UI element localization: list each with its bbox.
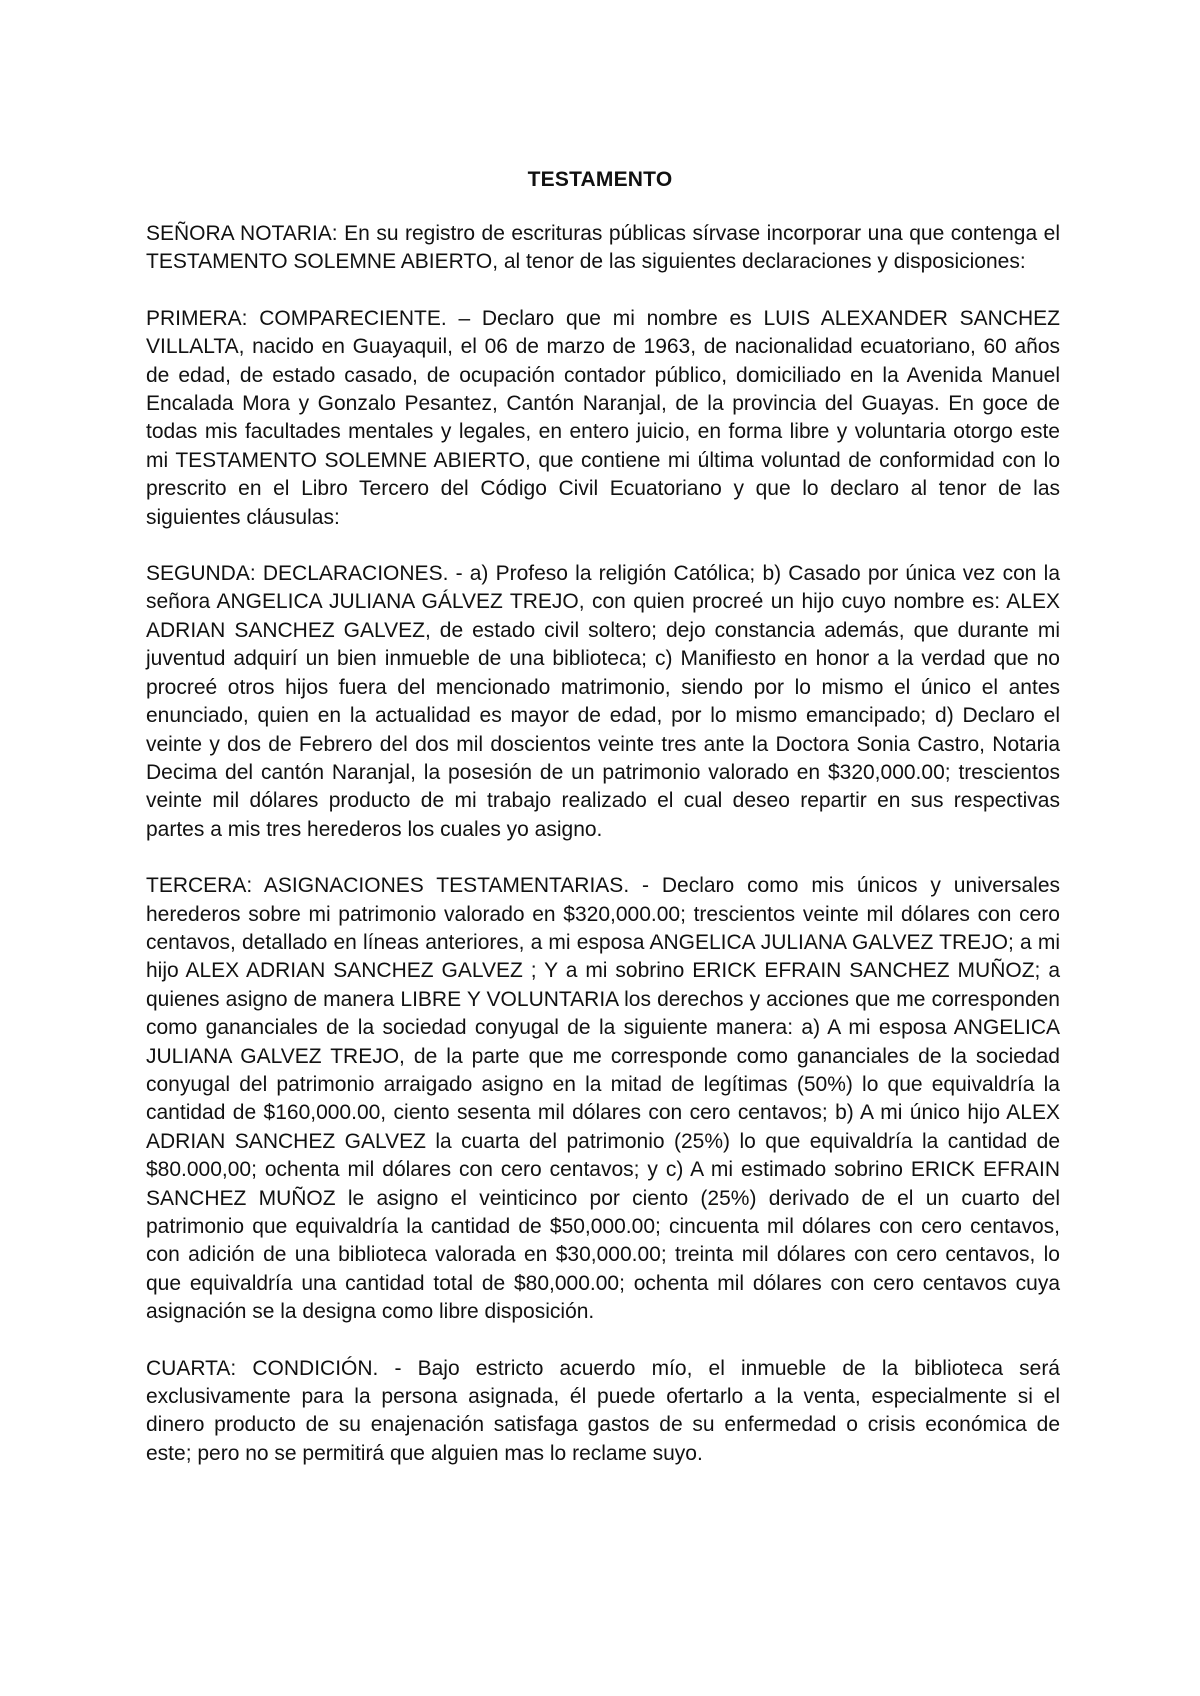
paragraph-intro: SEÑORA NOTARIA: En su registro de escrituras públicas sírvase incorporar una que contenga el TESTAMENTO SOLEMNE ABIERTO, al tenor de las siguientes declaraciones y disposiciones: xyxy=(146,222,1060,274)
paragraph-segunda: SEGUNDA: DECLARACIONES. - a) Profeso la religión Católica; b) Casado por única vez con la señora ANGELICA JULIANA GÁLVEZ TREJO, con quien procreé un hijo cuyo nombre es: ALEX ADRIAN SANCHEZ GALVEZ, de estado civil soltero; dejo constancia además, que durante mi juventud adquirí un bien inmueble de una biblioteca; c) Manifiesto en honor a la verdad que no procreé otros hijos fuera del mencionado matrimonio, siendo por lo mismo el único el antes enunciado, quien en la actualidad es mayor de edad, por lo mismo emancipado; d) Declaro el veinte y dos de Febrero del dos mil doscientos veinte tres ante la Doctora Sonia Castro, Notaria Decima del cantón Naranjal, la posesión de un patrimonio valorado en $320,000.00; trescientos veinte mil dólares producto de mi trabajo realizado el cual deseo repartir en sus respectivas partes a mis tres herederos los cuales yo asigno. xyxy=(146,562,1060,841)
document-body xyxy=(146,220,1060,1496)
document-title: TESTAMENTO xyxy=(527,168,673,191)
paragraph-primera: PRIMERA: COMPARECIENTE. – Declaro que mi nombre es LUIS ALEXANDER SANCHEZ VILLALTA, nacido en Guayaquil, el 06 de marzo de 1963, de nacionalidad ecuatoriano, 60 años de edad, de estado casado, de ocupación contador público, domiciliado en la Avenida Manuel Encalada Mora y Gonzalo Pesantez, Cantón Naranjal, de la provincia del Guayas. En goce de todas mis facultades mentales y legales, en entero juicio, en forma libre y voluntaria otorgo este mi TESTAMENTO SOLEMNE ABIERTO, que contiene mi última voluntad de conformidad con lo prescrito en el Libro Tercero del Código Civil Ecuatoriano y que lo declaro al tenor de las siguientes cláusulas: xyxy=(146,306,1060,529)
paragraph-tercera: TERCERA: ASIGNACIONES TESTAMENTARIAS. - Declaro como mis únicos y universales herederos sobre mi patrimonio valorado en $320,000.00; trescientos veinte mil dólares con cero centavos, detallado en líneas anteriores, a mi esposa ANGELICA JULIANA GALVEZ TREJO; a mi hijo ALEX ADRIAN SANCHEZ GALVEZ ; Y a mi sobrino ERICK EFRAIN SANCHEZ MUÑOZ; a quienes asigno de manera LIBRE Y VOLUNTARIA los derechos y acciones que me corresponden como gananciales de la sociedad conyugal de la siguiente manera: a) A mi esposa ANGELICA JULIANA GALVEZ TREJO, de la parte que me corresponde como gananciales de la sociedad conyugal del patrimonio arraigado asigno en la mitad de legítimas (50%) lo que equivaldría la cantidad de $160,000.00, ciento sesenta mil dólares con cero centavos; b) A mi único hijo ALEX ADRIAN SANCHEZ GALVEZ la cuarta del patrimonio (25%) lo que equivaldría la cantidad de $80.000,00; ochenta mil dólares con cero centavos; y c) A mi estimado sobrino ERICK EFRAIN SANCHEZ MUÑOZ le asigno el veinticinco por ciento (25%) derivado de el un cuarto del patrimonio que equivaldría la cantidad de $50,000.00; cincuenta mil dólares con cero centavos, con adición de una biblioteca valorada en $30,000.00; treinta mil dólares con cero centavos, lo que equivaldría una cantidad total de $80,000.00; ochenta mil dólares con cero centavos cuya asignación se la designa como libre disposición. xyxy=(146,874,1060,1324)
paragraph-cuarta: CUARTA: CONDICIÓN. - Bajo estricto acuerdo mío, el inmueble de la biblioteca será exclusivamente para la persona asignada, él puede ofertarlo a la venta, especialmente si el dinero producto de su enajenación satisfaga gastos de su enfermedad o crisis económica de este; pero no se permitirá que alguien mas lo reclame suyo. xyxy=(146,1356,1060,1465)
